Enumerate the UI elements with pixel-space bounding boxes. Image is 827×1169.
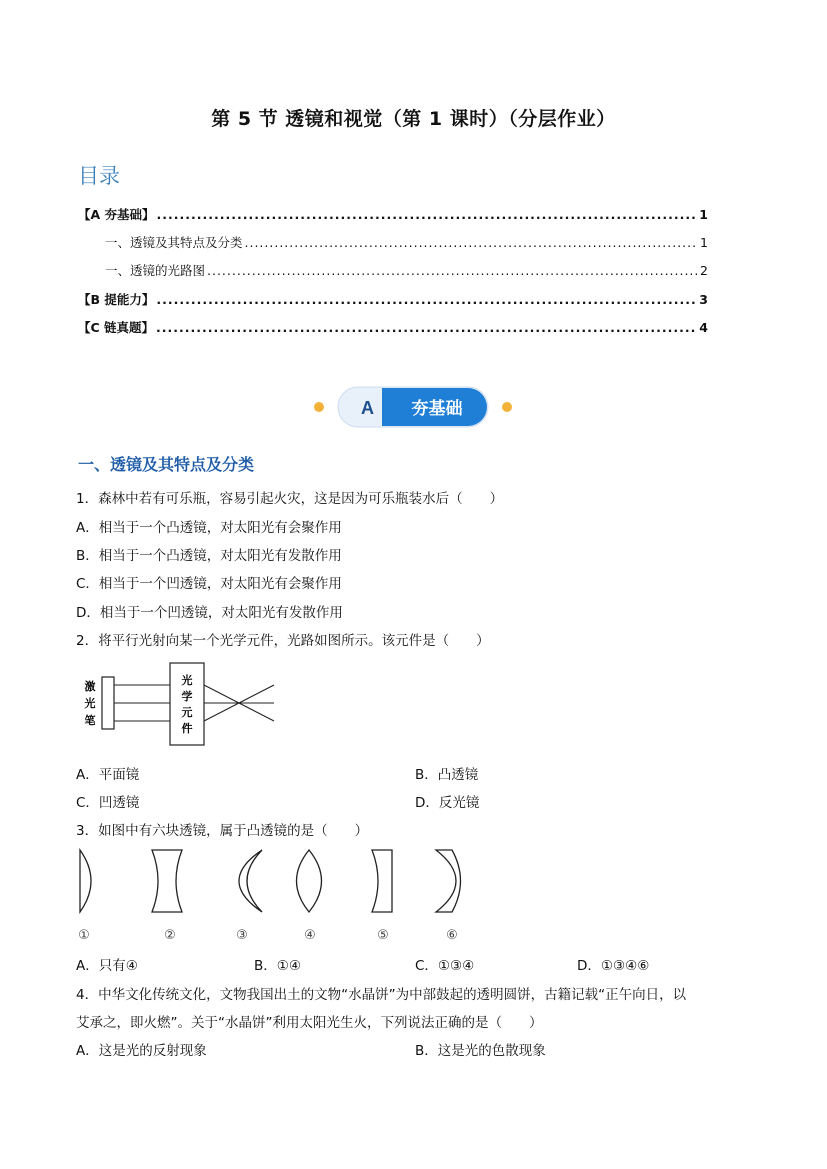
toc-entry-b[interactable]	[78, 290, 708, 308]
svg-text:元: 元	[181, 706, 193, 719]
banner-letter: A	[361, 398, 374, 418]
question-4-stem-line1: 4．中华文化传统文化，文物我国出土的文物“水晶饼”为中部鼓起的透明圆饼，古籍记载“正午向日，以	[76, 987, 687, 1003]
toc-entry-section2[interactable]	[105, 261, 708, 279]
question-3-option-b[interactable]: B．①④	[254, 958, 301, 974]
svg-text:件: 件	[181, 722, 193, 735]
toc-entry-label: 【A 夯基础】	[78, 207, 155, 222]
toc-heading: 目录	[78, 164, 120, 188]
question-3-option-d[interactable]: D．①③④⑥	[577, 958, 650, 974]
optics-diagram	[78, 660, 278, 748]
lens-2-biconcave	[152, 850, 182, 912]
toc-entry-page: 4	[699, 320, 708, 335]
question-1-option-d[interactable]: D．相当于一个凹透镜，对太阳光有发散作用	[76, 605, 343, 621]
question-4-option-a[interactable]: A．这是光的反射现象	[76, 1043, 207, 1059]
banner-dot-left	[314, 402, 324, 412]
question-3-option-c[interactable]: C．①③④	[415, 958, 475, 974]
section-banner	[250, 383, 580, 431]
toc-leader-dots	[245, 235, 699, 250]
laser-pen-box	[102, 677, 114, 729]
question-1-option-b[interactable]: B．相当于一个凸透镜，对太阳光有发散作用	[76, 548, 342, 564]
lens-label: ④	[304, 928, 316, 943]
question-1-stem: 1．森林中若有可乐瓶，容易引起火灾，这是因为可乐瓶装水后（ ）	[76, 491, 504, 507]
toc-leader-dots	[207, 263, 698, 278]
lens-label: ⑤	[377, 928, 389, 943]
section-heading: 一、透镜及其特点及分类	[78, 455, 255, 474]
question-2-option-c[interactable]: C．凹透镜	[76, 795, 140, 811]
toc-entry-section1[interactable]	[105, 233, 708, 251]
lens-label: ①	[78, 928, 90, 943]
toc-entry-page: 1	[699, 207, 708, 222]
toc-leader-dots	[156, 320, 697, 335]
toc-entry-label: 【B 提能力】	[78, 292, 155, 307]
toc-entry-c[interactable]	[78, 318, 708, 336]
page-title: 第 5 节 透镜和视觉（第 1 课时）（分层作业）	[211, 108, 616, 130]
lens-label: ②	[164, 928, 176, 943]
toc-entry-page: 1	[700, 235, 708, 250]
svg-text:光: 光	[84, 697, 96, 710]
lens-1-plano-convex	[80, 850, 91, 912]
toc-entry-page: 2	[700, 263, 708, 278]
lens-4-biconvex	[297, 850, 322, 912]
question-1-option-c[interactable]: C．相当于一个凹透镜，对太阳光有会聚作用	[76, 576, 342, 592]
question-2-stem: 2．将平行光射向某一个光学元件，光路如图所示。该元件是（ ）	[76, 633, 490, 649]
question-2-option-a[interactable]: A．平面镜	[76, 767, 140, 783]
question-2-option-b[interactable]: B．凸透镜	[415, 767, 479, 783]
lens-figure	[74, 846, 484, 946]
toc-entry-label: 一、透镜的光路图	[105, 263, 206, 278]
lens-5-plano-concave	[372, 850, 392, 912]
lens-label: ③	[236, 928, 248, 943]
toc-leader-dots	[157, 207, 698, 222]
question-4-option-b[interactable]: B．这是光的色散现象	[415, 1043, 546, 1059]
lens-6-meniscus	[436, 850, 461, 912]
question-3-stem: 3．如图中有六块透镜，属于凸透镜的是（ ）	[76, 823, 369, 839]
svg-text:笔: 笔	[84, 714, 96, 727]
svg-text:学: 学	[181, 690, 193, 703]
question-4-stem-line2: 艾承之，即火燃”。关于“水晶饼”利用太阳光生火，下列说法正确的是（ ）	[76, 1015, 543, 1031]
question-2-option-d[interactable]: D．反光镜	[415, 795, 480, 811]
svg-text:激: 激	[84, 680, 96, 693]
banner-text: 夯基础	[411, 399, 463, 419]
toc-leader-dots	[156, 292, 697, 307]
banner-dot-right	[502, 402, 512, 412]
lens-label: ⑥	[446, 928, 458, 943]
question-3-option-a[interactable]: A．只有④	[76, 958, 138, 974]
toc-entry-label: 【C 链真题】	[78, 320, 155, 335]
toc-entry-label: 一、透镜及其特点及分类	[105, 235, 243, 250]
svg-text:光: 光	[181, 674, 193, 687]
question-1-option-a[interactable]: A．相当于一个凸透镜，对太阳光有会聚作用	[76, 520, 342, 536]
toc-entry-a[interactable]	[78, 205, 708, 223]
toc-entry-page: 3	[699, 292, 708, 307]
lens-3-meniscus	[239, 850, 262, 912]
